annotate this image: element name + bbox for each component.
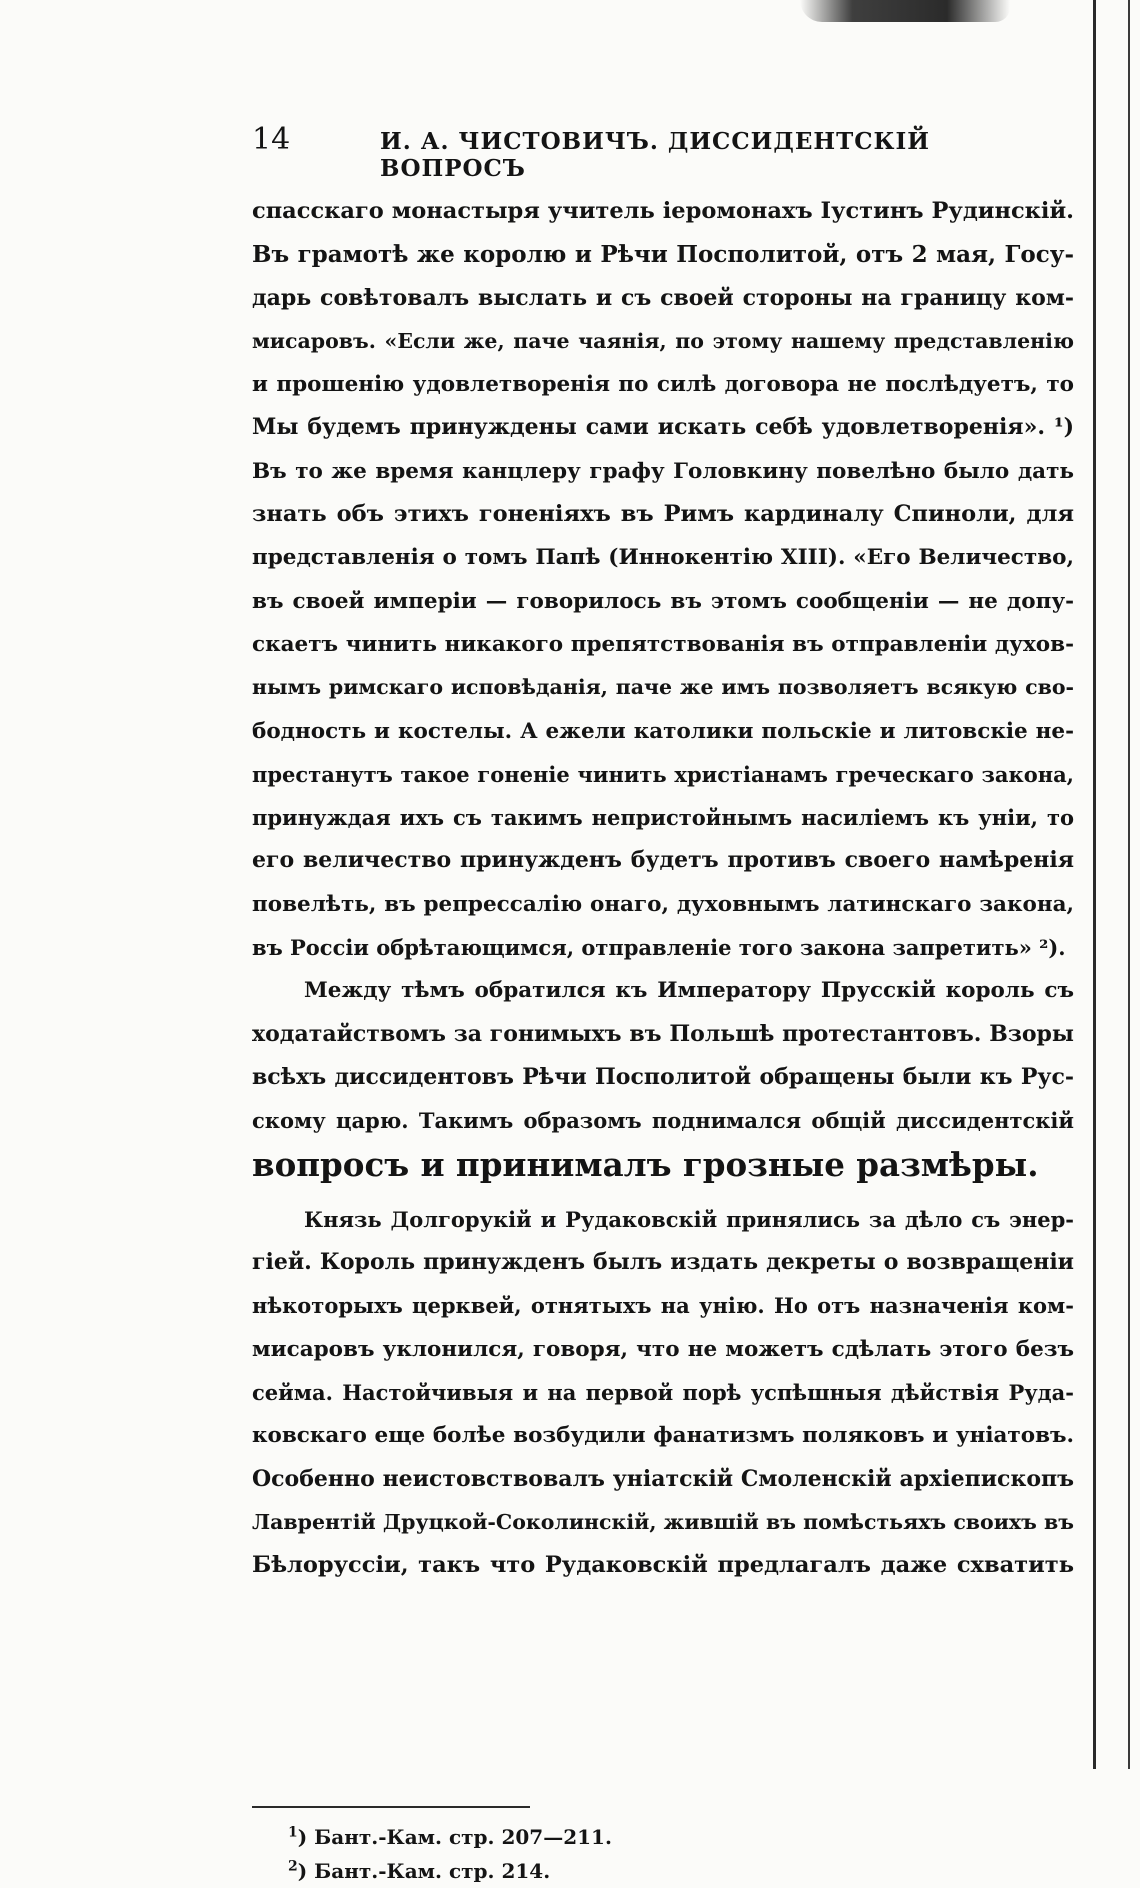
text-line: сейма. Настойчивыя и на первой порѣ успѣшныя дѣйствія Руда- xyxy=(252,1380,1074,1406)
text-line: спасскаго монастыря учитель іеромонахъ Іустинъ Рудинскій. xyxy=(252,198,1074,224)
footnote-mark: 2 xyxy=(288,1858,298,1875)
text-line: въ своей имперіи — говорилось въ этомъ сообщеніи — не допу- xyxy=(252,588,1074,614)
text-line: повелѣть, въ репрессалію онаго, духовнымъ латинскаго закона, xyxy=(252,891,1074,917)
text-line: престанутъ такое гоненіе чинить христіанамъ греческаго закона, xyxy=(252,761,1074,787)
text-line: Мы будемъ принуждены сами искать себѣ удовлетворенія». ¹) xyxy=(252,414,1074,441)
scan-page-edge xyxy=(1093,0,1096,1769)
paragraph-gap xyxy=(252,1186,1074,1198)
text-line: дарь совѣтовалъ выслать и съ своей стороны на границу ком- xyxy=(252,284,1074,311)
scan-outer-edge xyxy=(1128,0,1130,1769)
text-line: скаетъ чинить никакого препятствованія въ отправленіи духов- xyxy=(252,631,1074,657)
text-line: бодность и костелы. А ежели католики польскіе и литовскіе не- xyxy=(252,718,1074,744)
text-line: нѣкоторыхъ церквей, отнятыхъ на унію. Но отъ назначенія ком- xyxy=(252,1293,1074,1319)
text-line: всѣхъ диссидентовъ Рѣчи Посполитой обращены были къ Рус- xyxy=(252,1063,1074,1090)
paragraph-1 xyxy=(252,190,1074,969)
footnote-mark: 1 xyxy=(288,1824,298,1841)
text-line: мисаровъ. «Если же, паче чаянія, по этому нашему представленію xyxy=(252,328,1074,353)
text-line: Особенно неистовствовалъ уніатскій Смоленскій архіепископъ xyxy=(252,1465,1074,1492)
text-line: Въ грамотѣ же королю и Рѣчи Посполитой, отъ 2 мая, Госу- xyxy=(252,241,1074,269)
text-line: и прошенію удовлетворенія по силѣ договора не послѣдуетъ, то xyxy=(252,372,1074,398)
text-line: гіей. Король принужденъ былъ издать декреты о возвращеніи xyxy=(252,1249,1074,1276)
text-line: Въ то же время канцлеру графу Головкину повелѣно было дать xyxy=(252,458,1074,484)
footnotes xyxy=(288,1820,612,1888)
text-line: принуждая ихъ съ такимъ непристойнымъ насиліемъ къ уніи, то xyxy=(252,805,1074,831)
text-line: знать объ этихъ гоненіяхъ въ Римъ кардиналу Спиноли, для xyxy=(252,501,1074,528)
text-line: его величество принужденъ будетъ противъ своего намѣренія xyxy=(252,847,1074,874)
text-line: въ Россіи обрѣтающимся, отправленіе того закона запретить» ²). xyxy=(252,935,1066,961)
text-line: нымъ римскаго исповѣданія, паче же имъ позволяетъ всякую сво- xyxy=(252,675,1074,700)
body-text xyxy=(252,190,1074,1588)
text-line: Князь Долгорукій и Рудаковскій принялись за дѣло съ энер- xyxy=(304,1206,1074,1232)
text-line: Между тѣмъ обратился къ Императору Прусскій король съ xyxy=(304,978,1074,1004)
paragraph-3 xyxy=(252,1198,1074,1588)
text-line: ковскаго еще болѣе возбудили фанатизмъ поляковъ и уніатовъ. xyxy=(252,1423,1074,1449)
page-header xyxy=(252,122,1012,182)
footnote-2 xyxy=(288,1854,612,1888)
running-head: И. А. ЧИСТОВИЧЪ. ДИССИДЕНТСКІЙ ВОПРОСЪ xyxy=(380,128,930,182)
text-line: скому царю. Такимъ образомъ поднимался общій диссидентскій xyxy=(252,1108,1074,1134)
text-line: мисаровъ уклонился, говоря, что не можетъ сдѣлать этого безъ xyxy=(252,1336,1074,1362)
footnote-text: ) Бант.-Кам. стр. 207—211. xyxy=(297,1825,612,1849)
scan-ink-blot xyxy=(800,0,1010,22)
paragraph-2 xyxy=(252,969,1074,1185)
text-line: вопросъ и принималъ грозные размѣры. xyxy=(252,1144,1039,1184)
text-line: Бѣлоруссіи, такъ что Рудаковскій предлагалъ даже схватить xyxy=(252,1552,1074,1579)
footnote-rule xyxy=(252,1806,530,1808)
footnote-1 xyxy=(288,1820,612,1854)
text-line: ходатайствомъ за гонимыхъ въ Польшѣ протестантовъ. Взоры xyxy=(252,1020,1074,1047)
text-line: представленія о томъ Папѣ (Иннокентію XIII). «Его Величество, xyxy=(252,545,1074,571)
page-number: 14 xyxy=(252,122,291,157)
text-line: Лаврентій Друцкой-Соколинскій, жившій въ помѣстьяхъ своихъ въ xyxy=(252,1509,1074,1534)
footnote-text: ) Бант.-Кам. стр. 214. xyxy=(297,1859,551,1883)
